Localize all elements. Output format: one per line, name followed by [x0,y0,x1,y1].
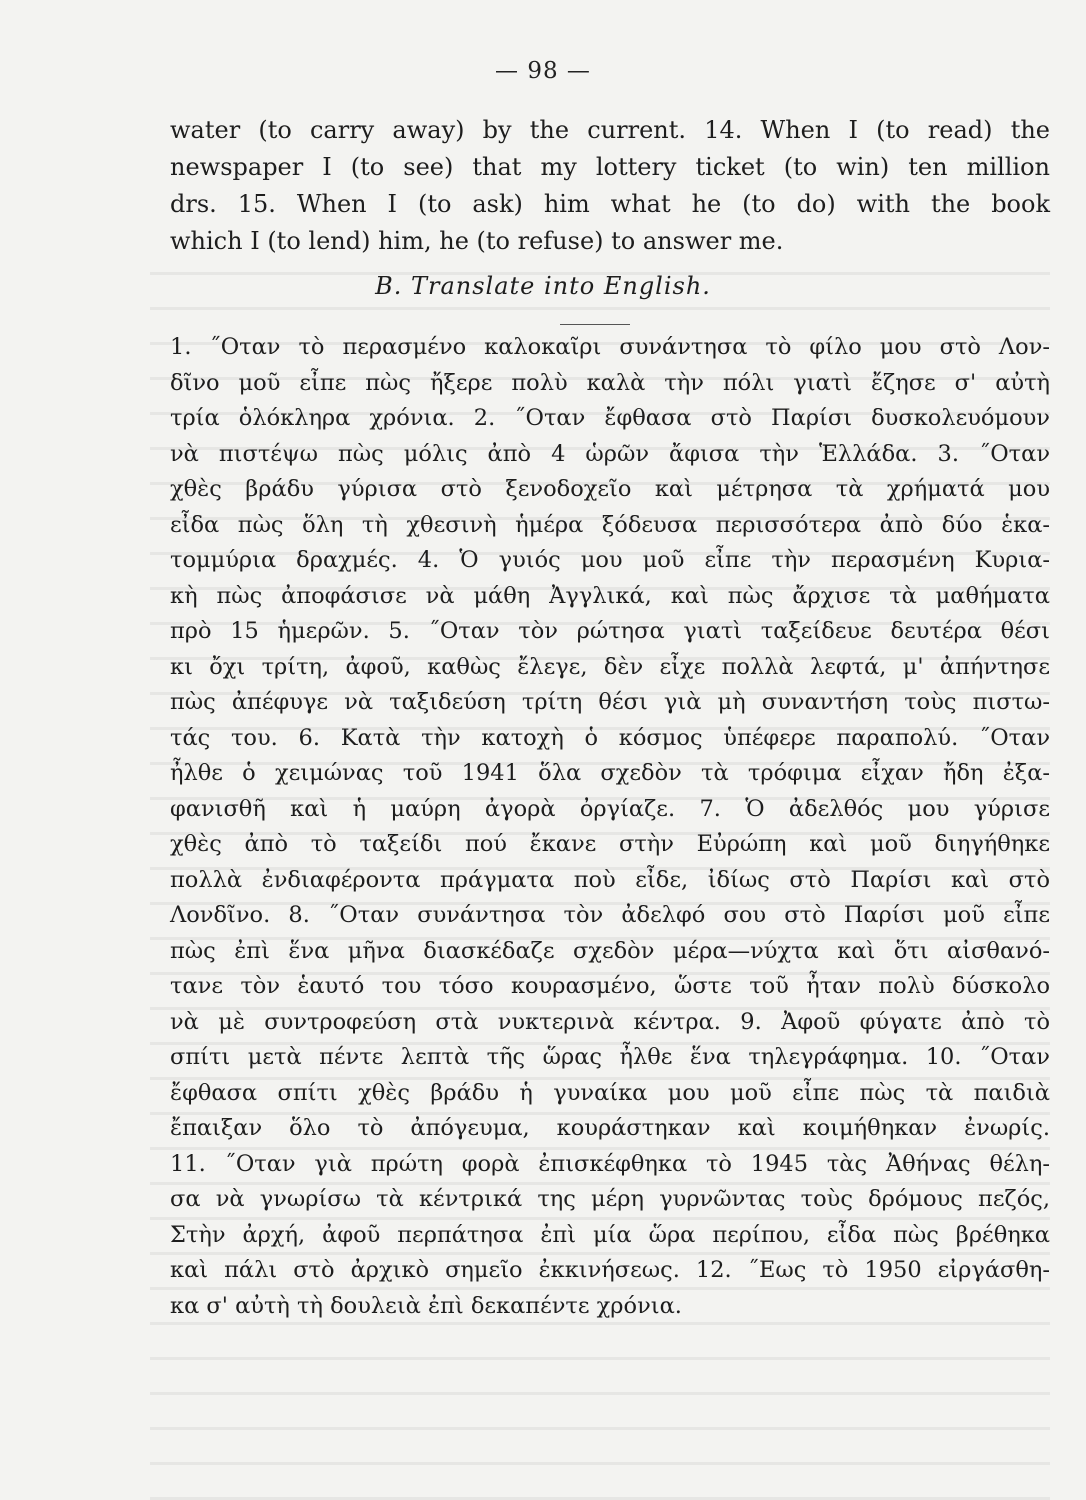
exercise-b-line: φανισθῆ καὶ ἡ μαύρη ἀγορὰ ὀργίαζε. 7. Ὁ ἀδελθός μου γύρισε [170,795,1050,822]
exercise-b-line: δῖνο μοῦ εἶπε πὼς ἤξερε πολὺ καλὰ τὴν πόλι γιατὶ ἔζησε σ' αὐτὴ [170,369,1050,396]
exercise-b-line: ἦλθε ὁ χειμώνας τοῦ 1941 ὅλα σχεδὸν τὰ τρόφιμα εἶχαν ἤδη ἐξα- [170,760,1050,786]
heading-divider [560,324,630,325]
exercise-b-line: κὴ πὼς ἀποφάσισε νὰ μάθη Ἀγγλικά, καὶ πὼς ἄρχισε τὰ μαθήματα [170,582,1050,609]
exercise-b-line: πὼς ἐπὶ ἕνα μῆνα διασκέδαζε σχεδὸν μέρα—νύχτα καὶ ὅτι αἰσθανό- [170,937,1050,964]
section-heading: B. Translate into English. [375,272,711,300]
exercise-b-line: καὶ πάλι στὸ ἀρχικὸ σημεῖο ἐκκινήσεως. 12. ˝Εως τὸ 1950 εἰργάσθη- [170,1257,1050,1283]
exercise-a-line: water (to carry away) by the current. 14. When I (to read) the [170,116,1050,144]
exercise-b-line: Λονδῖνο. 8. ˝Οταν συνάντησα τὸν ἀδελφό σου στὸ Παρίσι μοῦ εἶπε [170,902,1050,928]
page-number: — 98 — [495,58,591,84]
exercise-b-line: εἶδα πὼς ὅλη τὴ χθεσινὴ ἡμέρα ξόδευσα περισσότερα ἀπὸ δύο ἑκα- [170,511,1050,538]
exercise-a-text [170,112,1050,260]
exercise-b-text [170,330,1050,1324]
exercise-b-line: σπίτι μετὰ πέντε λεπτὰ τῆς ὥρας ἦλθε ἕνα τηλεγράφημα. 10. ˝Οταν [170,1044,1050,1070]
exercise-b-line: πὼς ἀπέφυγε νὰ ταξιδεύση τρίτη θέσι γιὰ μὴ συναντήση τοὺς πιστω- [170,689,1050,715]
exercise-a-line: which I (to lend) him, he (to refuse) to answer me. [170,227,784,255]
exercise-b-line: νὰ πιστέψω πὼς μόλις ἀπὸ 4 ὡρῶν ἄφισα τὴν Ἑλλάδα. 3. ˝Οταν [170,440,1050,467]
exercise-b-line: τρία ὁλόκληρα χρόνια. 2. ˝Οταν ἔφθασα στὸ Παρίσι δυσκολευόμουν [170,405,1050,431]
exercise-b-line: χθὲς ἀπὸ τὸ ταξείδι πού ἔκανε στὴν Εὐρώπη καὶ μοῦ διηγήθηκε [170,831,1050,857]
exercise-a-line: newspaper I (to see) that my lottery ticket (to win) ten million [170,153,1050,181]
exercise-b-line: χθὲς βράδυ γύρισα στὸ ξενοδοχεῖο καὶ μέτρησα τὰ χρήματά μου [170,476,1050,502]
exercise-a-line: drs. 15. When I (to ask) him what he (to do) with the book [170,190,1050,218]
exercise-b-line: ἔφθασα σπίτι χθὲς βράδυ ἡ γυναίκα μου μοῦ εἶπε πὼς τὰ παιδιὰ [170,1079,1050,1106]
exercise-b-line: κι ὄχι τρίτη, ἀφοῦ, καθὼς ἔλεγε, δὲν εἶχε πολλὰ λεφτά, μ' ἀπήντησε [170,653,1050,680]
exercise-b-line: τανε τὸν ἑαυτό του τόσο κουρασμένο, ὥστε τοῦ ἦταν πολὺ δύσκολο [170,973,1050,999]
exercise-b-line: Στὴν ἀρχή, ἀφοῦ περπάτησα ἐπὶ μία ὥρα περίπου, εἶδα πὼς βρέθηκα [170,1221,1050,1248]
exercise-b-line: 1. ˝Οταν τὸ περασμένο καλοκαῖρι συνάντησα τὸ φίλο μου στὸ Λον- [170,334,1050,360]
exercise-b-line: ἔπαιξαν ὅλο τὸ ἀπόγευμα, κουράστηκαν καὶ κοιμήθηκαν ἐνωρίς. [170,1115,1050,1141]
exercise-b-line: κα σ' αὐτὴ τὴ δουλειὰ ἐπὶ δεκαπέντε χρόνια. [170,1292,682,1319]
exercise-b-line: 11. ˝Οταν γιὰ πρώτη φορὰ ἐπισκέφθηκα τὸ 1945 τὰς Ἀθήνας θέλη- [170,1150,1050,1177]
exercise-b-line: τομμύρια δραχμές. 4. Ὁ γυιός μου μοῦ εἶπε τὴν περασμένη Κυρια- [170,547,1050,573]
exercise-b-line: σα νὰ γνωρίσω τὰ κέντρικά της μέρη γυρνῶντας τοὺς δρόμους πεζός, [170,1186,1050,1212]
exercise-b-line: τάς του. 6. Κατὰ τὴν κατοχὴ ὁ κόσμος ὑπέφερε παραπολύ. ˝Οταν [170,724,1050,751]
exercise-b-line: πολλὰ ἐνδιαφέροντα πράγματα ποὺ εἶδε, ἰδίως στὸ Παρίσι καὶ στὸ [170,866,1050,893]
exercise-b-line: νὰ μὲ συντροφεύση στὰ νυκτερινὰ κέντρα. 9. Ἀφοῦ φύγατε ἀπὸ τὸ [170,1008,1050,1035]
exercise-b-line: πρὸ 15 ἡμερῶν. 5. ˝Οταν τὸν ρώτησα γιατὶ ταξείδευε δευτέρα θέσι [170,618,1050,644]
